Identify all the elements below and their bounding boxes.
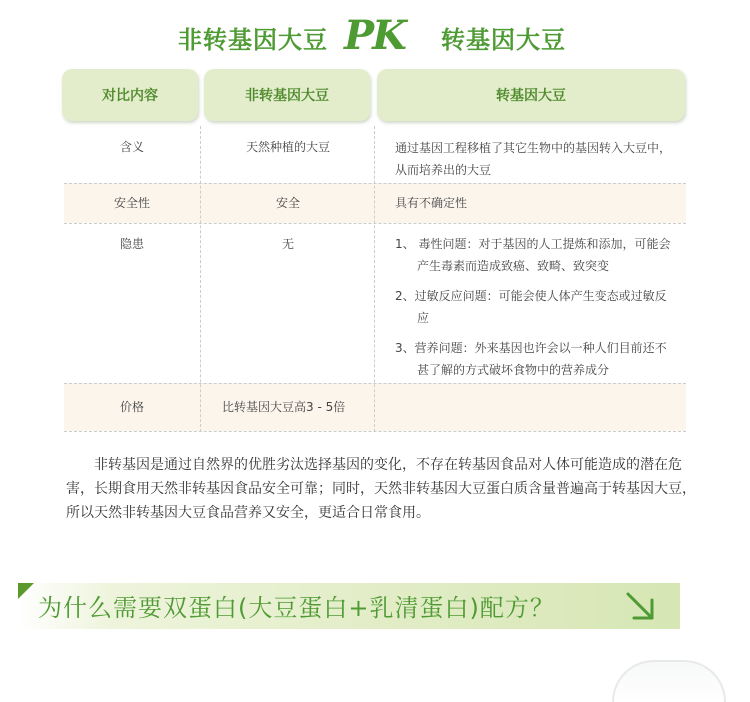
title-non-gmo-soybean: 非转基因大豆	[178, 26, 328, 54]
summary-paragraph: 非转基因是通过自然界的优胜劣汰选择基因的变化，不存在转基因食品对人体可能造成的潜在危害，长期食用天然非转基因食品安全可靠；同时，天然非转基因大豆蛋白质含量普遍高于转基因大豆，所以天然非转基因大豆食品营养又安全，更适合日常食用。	[66, 457, 696, 521]
risk-nutrition: 3、营养问题：外来基因也许会以一种人们目前还不甚了解的方式破坏食物中的营养成分	[395, 341, 667, 377]
row-label-meaning: 含义	[119, 140, 144, 154]
header-gmo: 转基因大豆	[377, 69, 685, 121]
row-divider	[64, 183, 686, 184]
row-divider	[64, 431, 686, 432]
row-label-price: 价格	[119, 400, 144, 414]
title-gmo-soybean: 转基因大豆	[441, 26, 566, 54]
column-divider	[374, 126, 375, 432]
bowl-decoration	[612, 660, 726, 702]
non-gmo-safety: 安全	[275, 196, 300, 210]
risk-allergy: 2、过敏反应问题：可能会使人体产生变态或过敏反应	[395, 289, 667, 325]
banner-heading: 为什么需要双蛋白(大豆蛋白+乳清蛋白)配方？	[38, 594, 555, 622]
non-gmo-meaning: 天然种植的大豆	[245, 140, 330, 154]
row-label-safety: 安全性	[113, 196, 150, 210]
non-gmo-risks: 无	[281, 237, 294, 251]
gmo-risks-list	[395, 233, 677, 389]
non-gmo-price: 比转基因大豆高3 - 5倍	[222, 400, 346, 414]
column-divider	[200, 126, 201, 432]
title-pk: PK	[344, 12, 405, 59]
header-comparison-item: 对比内容	[62, 69, 198, 121]
banner-corner-decoration	[18, 583, 34, 599]
page-title	[0, 14, 750, 58]
row-divider	[64, 223, 686, 224]
gmo-safety: 具有不确定性	[395, 196, 468, 210]
header-non-gmo: 非转基因大豆	[204, 69, 370, 121]
arrow-down-right-icon	[620, 586, 660, 626]
risk-toxicity: 1、 毒性问题：对于基因的人工提炼和添加，可能会产生毒素而造成致癌、致畸、致突变	[395, 237, 671, 273]
gmo-meaning: 通过基因工程移植了其它生物中的基因转入大豆中，从而培养出的大豆	[395, 141, 672, 177]
row-label-risks: 隐患	[119, 237, 144, 251]
